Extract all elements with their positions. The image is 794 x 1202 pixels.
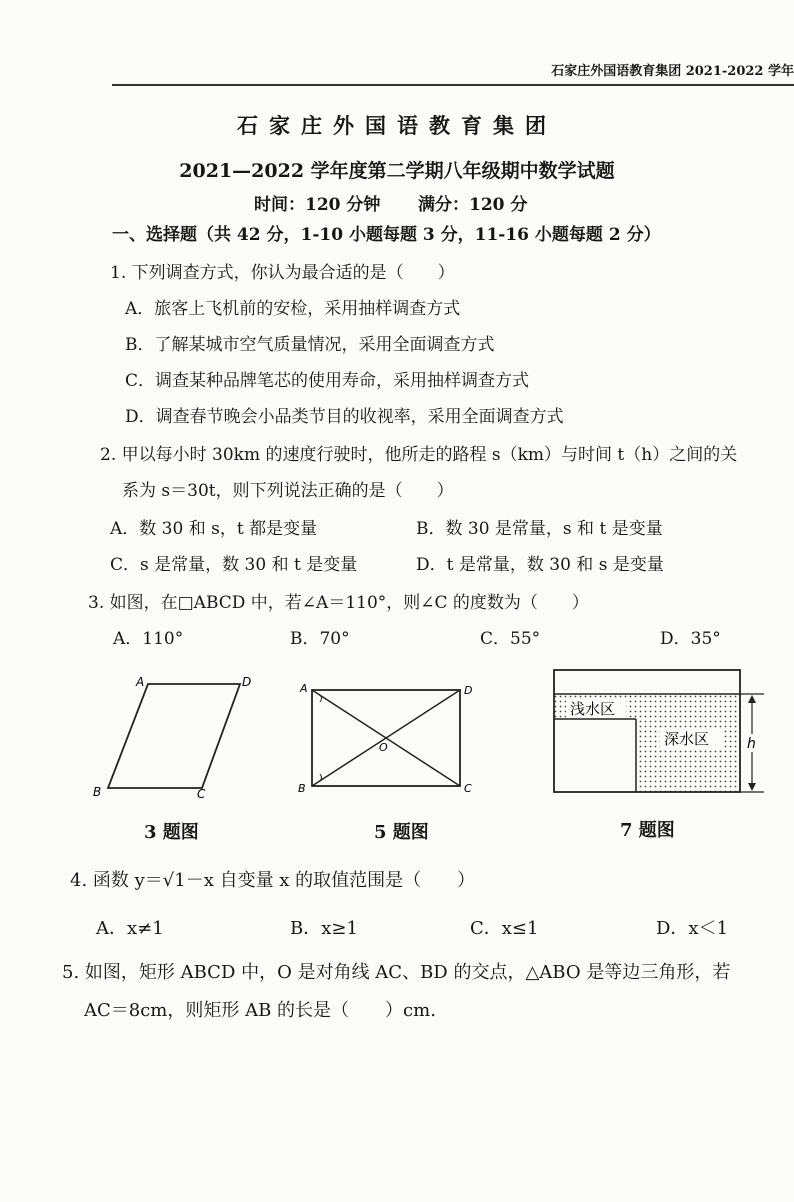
question-1-option-b: B．了解某城市空气质量情况，采用全面调查方式 <box>125 335 495 355</box>
fig3-label-a: A <box>136 675 145 689</box>
question-2-stem: 2. 甲以每小时 30km 的速度行驶时，他所走的路程 s（km）与时间 t（h）之间的关 <box>100 445 738 465</box>
question-1-option-d: D．调查春节晚会小品类节目的收视率，采用全面调查方式 <box>125 407 564 427</box>
fig5-label-c: C <box>464 782 472 795</box>
question-2-option-b: B．数 30 是常量，s 和 t 是变量 <box>416 519 663 539</box>
question-3-option-c: C．55° <box>480 629 541 649</box>
question-2-option-d: D．t 是常量，数 30 和 s 是变量 <box>416 555 664 575</box>
question-1-option-c: C．调查某种品牌笔芯的使用寿命，采用抽样调查方式 <box>125 371 530 391</box>
fig3-label-b: B <box>93 785 102 799</box>
fig5-label-o: O <box>379 741 388 754</box>
exam-time: 时间：120 分钟 <box>254 195 381 215</box>
question-2-stem-cont: 系为 s＝30t，则下列说法正确的是（ ） <box>122 481 454 501</box>
h-arrow-down <box>748 783 756 791</box>
question-1-option-a: A．旅客上飞机前的安检，采用抽样调查方式 <box>125 299 461 319</box>
h-label: h <box>747 736 756 752</box>
deep-zone-label: 深水区 <box>664 730 710 748</box>
question-2-option-c: C．s 是常量，数 30 和 t 是变量 <box>110 555 358 575</box>
figure-3-caption: 3 题图 <box>144 822 199 843</box>
exam-title: 2021—2022 学年度第二学期八年级期中数学试题 <box>179 160 615 182</box>
figure-7-caption: 7 题图 <box>620 820 675 841</box>
h-arrow-up <box>748 695 756 703</box>
fig5-label-b: B <box>298 782 306 795</box>
shallow-zone-label: 浅水区 <box>570 700 616 718</box>
question-5-stem: 5. 如图，矩形 ABCD 中，O 是对角线 AC、BD 的交点，△ABO 是等边三角形，若 <box>62 962 731 983</box>
question-2-option-a: A．数 30 和 s，t 都是变量 <box>110 519 318 539</box>
parallelogram-shape <box>108 684 240 788</box>
question-5-stem-cont: AC＝8cm，则矩形 AB 的长是（ ）cm. <box>84 1000 436 1021</box>
question-1-stem: 1. 下列调查方式，你认为最合适的是（ ） <box>110 263 455 283</box>
fig5-label-d: D <box>464 684 473 697</box>
figure-7-pool <box>548 664 770 798</box>
header-school-year: 石家庄外国语教育集团 2021-2022 学年 <box>551 64 794 79</box>
question-4-stem: 4. 函数 y＝√1－x 自变量 x 的取值范围是（ ） <box>70 870 476 891</box>
fig3-label-d: D <box>242 675 252 689</box>
figure-5-caption: 5 题图 <box>374 822 429 843</box>
question-3-option-b: B．70° <box>290 629 350 649</box>
figure-3-parallelogram <box>90 672 260 802</box>
school-title: 石家庄外国语教育集团 <box>237 113 557 138</box>
question-4-option-c: C．x≤1 <box>470 918 539 939</box>
header-rule <box>112 84 794 86</box>
exam-full-score: 满分：120 分 <box>418 195 528 215</box>
question-3-option-a: A．110° <box>113 629 184 649</box>
question-3-stem: 3. 如图，在□ABCD 中，若∠A＝110°，则∠C 的度数为（ ） <box>88 593 589 613</box>
question-3-option-d: D．35° <box>660 629 721 649</box>
section-heading: 一、选择题（共 42 分，1-10 小题每题 3 分，11-16 小题每题 2 分） <box>112 225 661 245</box>
question-4-option-b: B．x≥1 <box>290 918 358 939</box>
fig3-label-c: C <box>197 787 206 801</box>
figure-5-rectangle <box>294 680 494 802</box>
fig5-label-a: A <box>300 682 308 695</box>
question-4-option-a: A．x≠1 <box>96 918 164 939</box>
question-4-option-d: D．x＜1 <box>656 918 729 939</box>
